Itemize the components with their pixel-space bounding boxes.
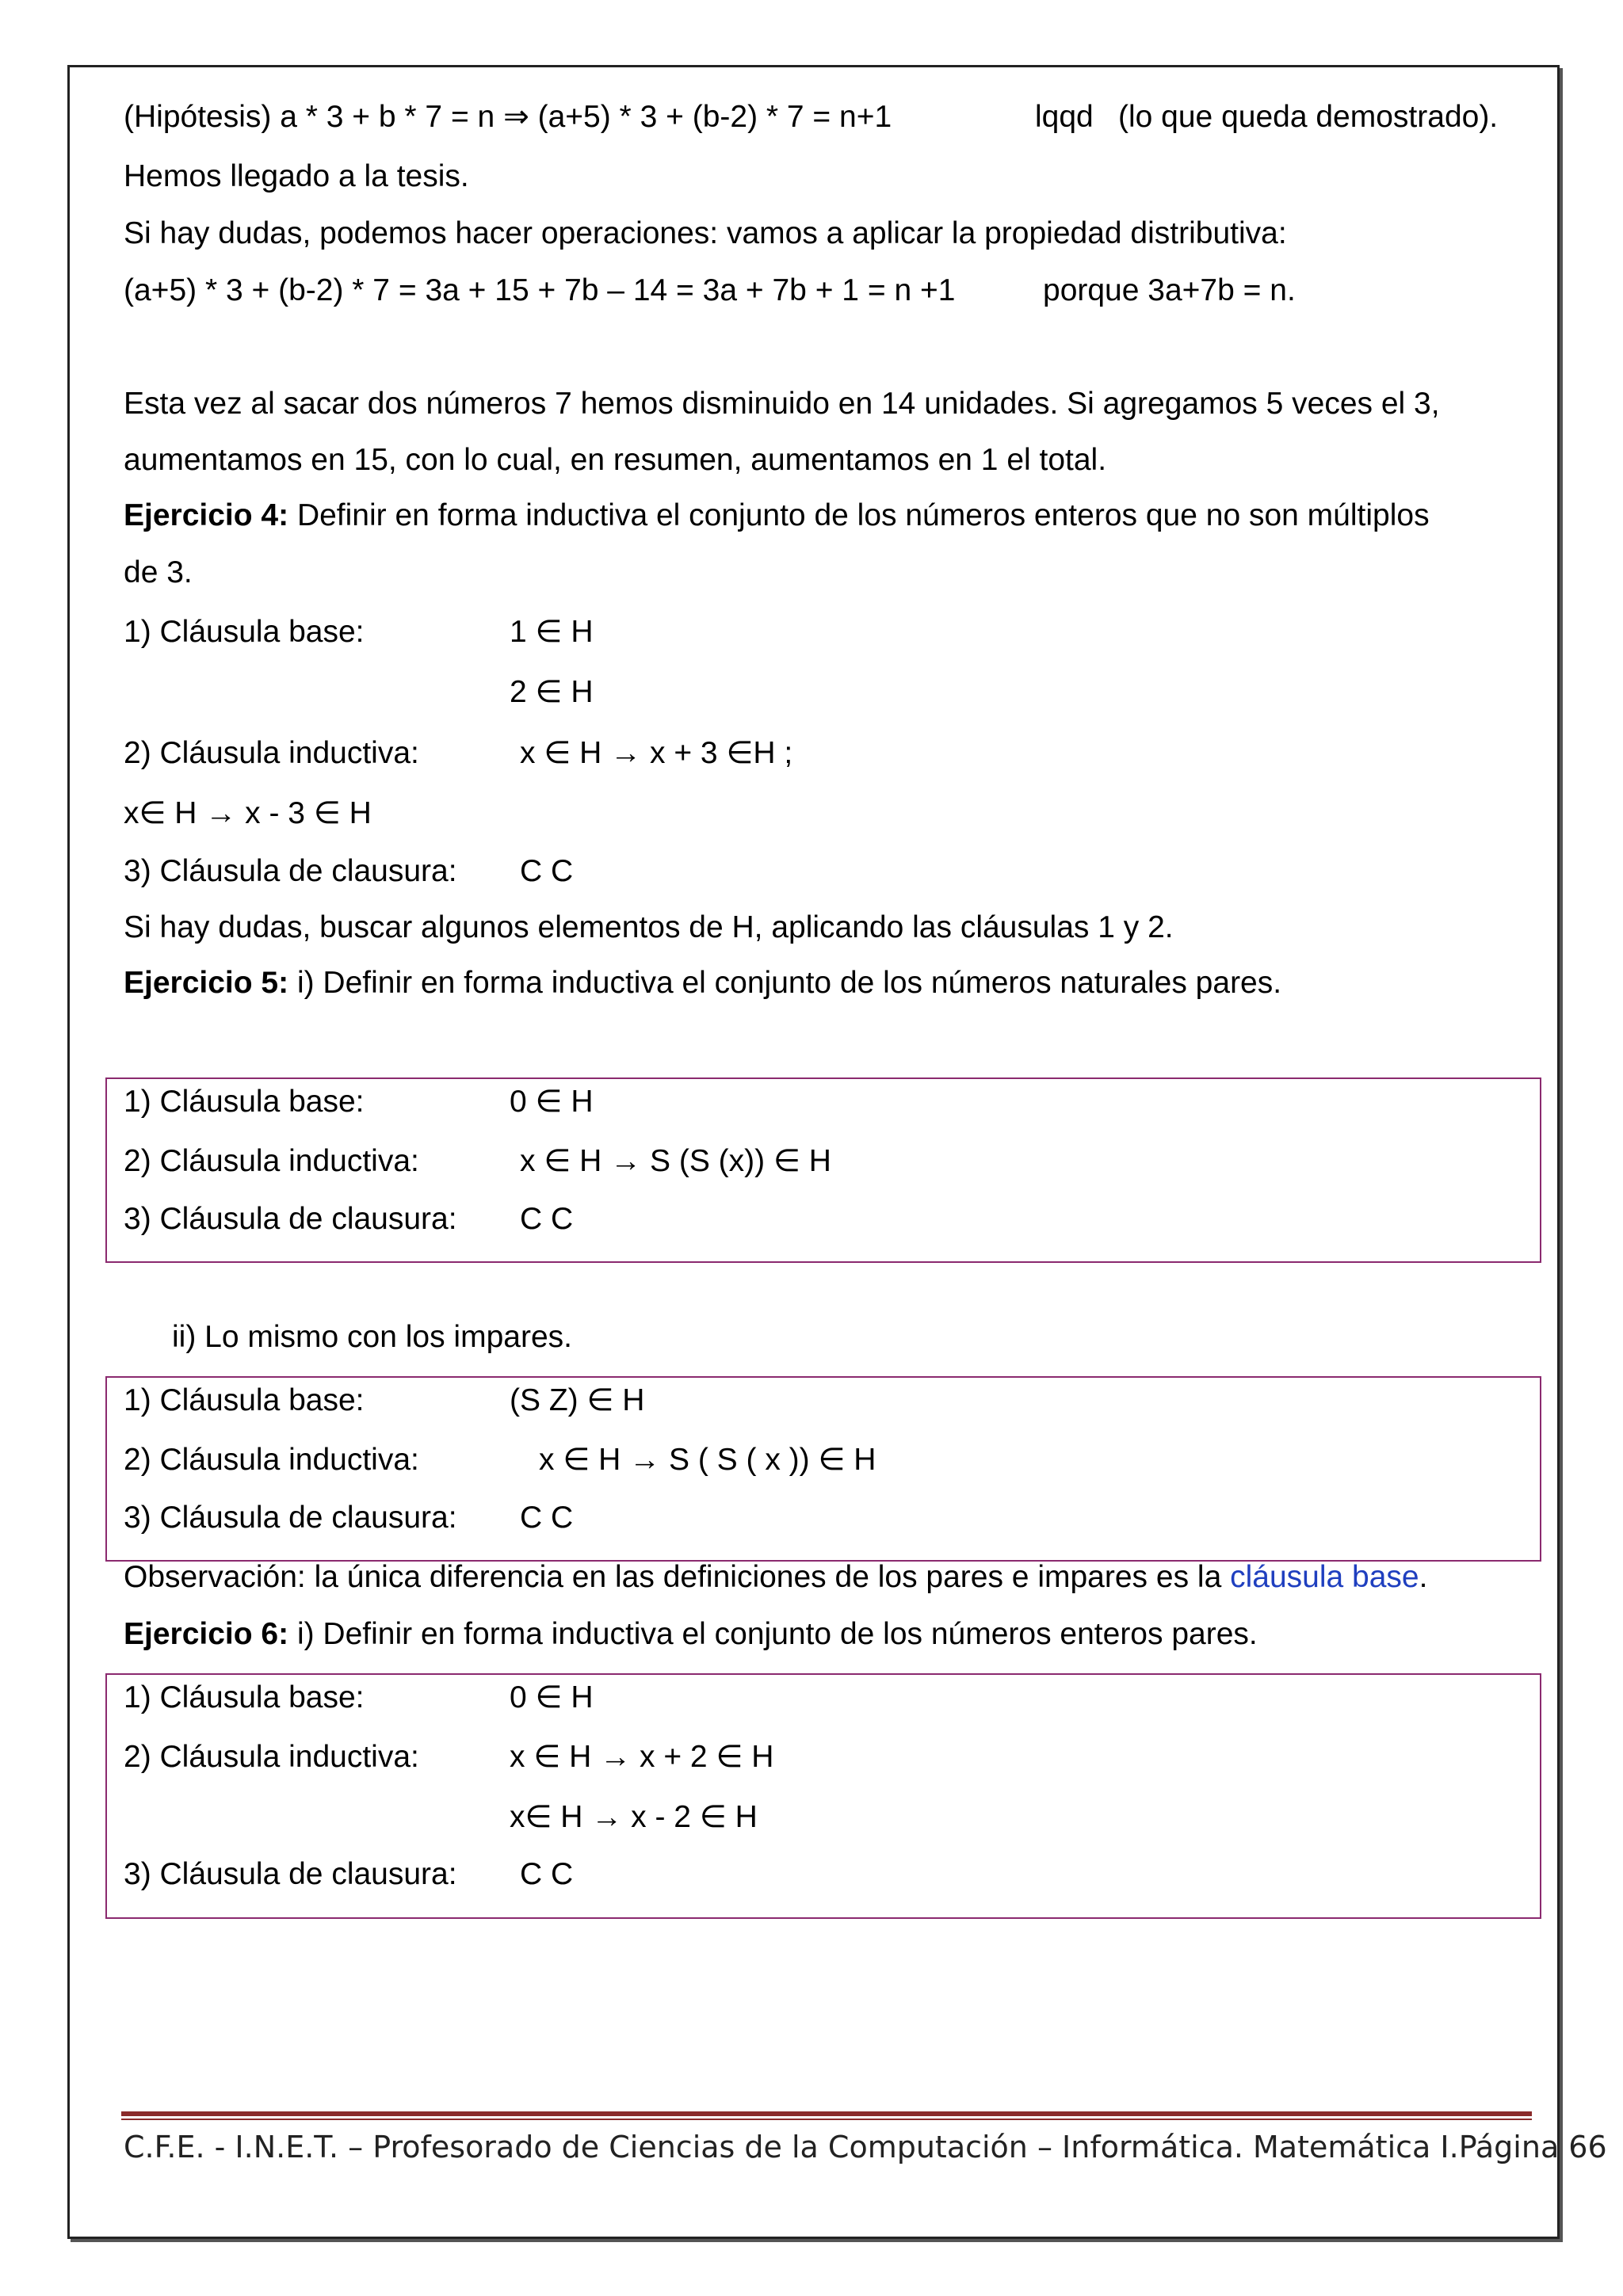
exercise-6-heading (124, 1615, 1258, 1653)
ex5-closure-value: C C (520, 1202, 574, 1236)
ex4-closure-value: C C (520, 854, 574, 888)
ex5b-closure-clause (124, 1499, 574, 1537)
thesis-line: Hemos llegado a la tesis. (124, 159, 469, 193)
ex4-base-2: 2 ∈ H (510, 675, 594, 709)
ex5b-inductive-label: 2) Cláusula inductiva: (124, 1443, 419, 1477)
footer-institution: C.F.E. - I.N.E.T. – Profesorado de Ciencias de la Computación – Informática. Matemática I. (124, 2130, 1459, 2164)
ex5b-base-clause (124, 1382, 645, 1420)
ex6-base-label: 1) Cláusula base: (124, 1680, 365, 1714)
ex6-base-value: 0 ∈ H (510, 1680, 594, 1714)
observation-text: Observación: la única diferencia en las definiciones de los pares e impares es la (124, 1560, 1231, 1594)
ex5-inductive-clause (124, 1142, 831, 1180)
ex6-inductive-1: x ∈ H → x + 2 ∈ H (510, 1740, 774, 1774)
exercise-4-continuation: de 3. (124, 555, 193, 589)
ex6-closure-label: 3) Cláusula de clausura: (124, 1857, 457, 1891)
ex5b-inductive-clause (124, 1441, 876, 1479)
ex4-inductive-2: x∈ H → x - 3 ∈ H (124, 796, 372, 830)
ex6-inductive-label: 2) Cláusula inductiva: (124, 1740, 419, 1774)
distributive-equation: (a+5) * 3 + (b-2) * 7 = 3a + 15 + 7b – 14 = 3a + 7b + 1 = n +1 (124, 273, 956, 307)
exercise-5-label: Ejercicio 5: (124, 966, 289, 1000)
page-footer (124, 2128, 1607, 2166)
observation (124, 1558, 1427, 1596)
exercise-6-label: Ejercicio 6: (124, 1617, 289, 1651)
ex5-part-ii: ii) Lo mismo con los impares. (172, 1320, 572, 1354)
observation-highlight: cláusula base (1230, 1560, 1419, 1594)
ex5b-closure-value: C C (520, 1501, 574, 1535)
ex4-inductive-1: x ∈ H → x + 3 ∈H ; (520, 736, 793, 770)
hypothesis-text: (Hipótesis) a * 3 + b * 7 = n ⇒ (a+5) * 3 + (b-2) * 7 = n+1 (124, 100, 892, 134)
ex5-base-value: 0 ∈ H (510, 1085, 594, 1119)
ex6-closure-clause (124, 1855, 574, 1894)
ex4-base-1: 1 ∈ H (510, 615, 594, 649)
ex6-closure-value: C C (520, 1857, 574, 1891)
ex4-base-clause (124, 613, 594, 651)
lqqd-text: lqqd (1035, 100, 1094, 134)
ex5-closure-clause (124, 1200, 574, 1238)
ex5-inductive-label: 2) Cláusula inductiva: (124, 1144, 419, 1178)
explanation-line-2: aumentamos en 15, con lo cual, en resumen, aumentamos en 1 el total. (124, 443, 1107, 477)
exercise-6-text: i) Definir en forma inductiva el conjunto de los números enteros pares. (288, 1617, 1258, 1651)
explanation-line-1: Esta vez al sacar dos números 7 hemos disminuido en 14 unidades. Si agregamos 5 veces el 3, (124, 387, 1440, 421)
ex4-closure-label: 3) Cláusula de clausura: (124, 854, 457, 888)
ex6-inductive-2: x∈ H → x - 2 ∈ H (510, 1800, 758, 1834)
lqqd-meaning: (lo que queda demostrado). (1118, 100, 1499, 134)
ex5b-base-value: (S Z) ∈ H (510, 1383, 645, 1417)
ex4-note: Si hay dudas, buscar algunos elementos de H, aplicando las cláusulas 1 y 2. (124, 910, 1174, 944)
hypothesis-line (124, 98, 1499, 136)
ex5-inductive-value: x ∈ H → S (S (x)) ∈ H (520, 1144, 831, 1178)
exercise-4-text: Definir en forma inductiva el conjunto de los números enteros que no son múltiplos (288, 498, 1430, 532)
footer-rule-thin (121, 2119, 1532, 2120)
ex4-base-label: 1) Cláusula base: (124, 615, 365, 649)
ex6-base-clause (124, 1679, 594, 1717)
exercise-4-heading (124, 497, 1430, 535)
ex5-base-clause (124, 1083, 594, 1121)
ex4-closure-clause (124, 852, 574, 891)
distributive-intro: Si hay dudas, podemos hacer operaciones: vamos a aplicar la propiedad distributiva: (124, 216, 1287, 250)
ex4-inductive-clause (124, 734, 793, 772)
ex5b-base-label: 1) Cláusula base: (124, 1383, 365, 1417)
ex4-inductive-label: 2) Cláusula inductiva: (124, 736, 419, 770)
ex5-base-label: 1) Cláusula base: (124, 1085, 365, 1119)
ex5-closure-label: 3) Cláusula de clausura: (124, 1202, 457, 1236)
exercise-5-text: i) Definir en forma inductiva el conjunto de los números naturales pares. (288, 966, 1282, 1000)
exercise-5-heading (124, 964, 1281, 1002)
observation-end: . (1419, 1560, 1428, 1594)
ex6-inductive-clause (124, 1738, 774, 1776)
distributive-line (124, 272, 1296, 310)
page-number: Página 66 (1458, 2130, 1607, 2164)
exercise-4-label: Ejercicio 4: (124, 498, 289, 532)
footer-rule (121, 2111, 1532, 2116)
ex5b-inductive-value: x ∈ H → S ( S ( x )) ∈ H (539, 1443, 876, 1477)
ex5b-closure-label: 3) Cláusula de clausura: (124, 1501, 457, 1535)
distributive-reason: porque 3a+7b = n. (1043, 273, 1296, 307)
